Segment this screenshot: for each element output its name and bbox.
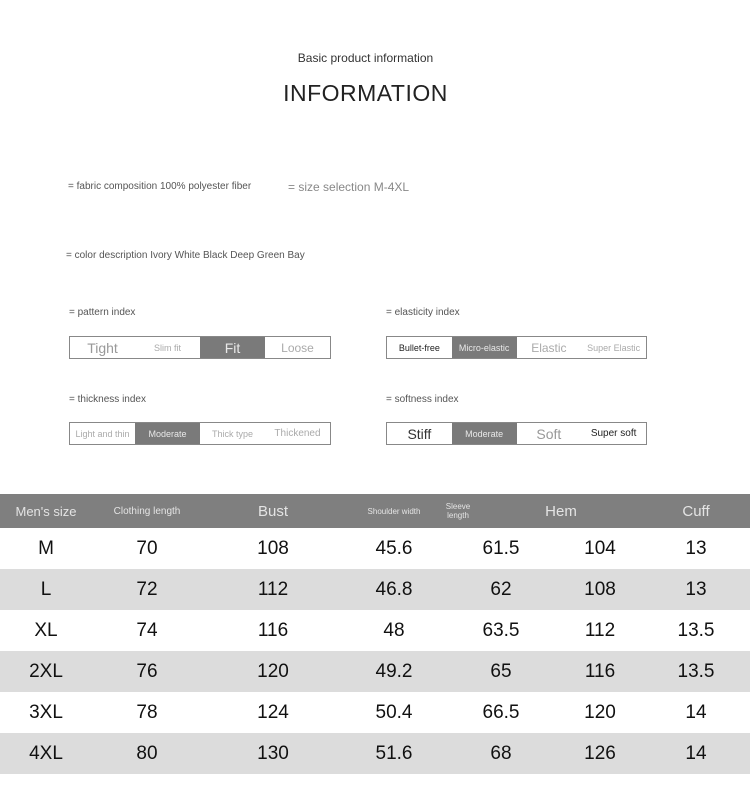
- header-mens-size: Men's size: [15, 503, 77, 519]
- cell-hem: 120: [584, 701, 616, 723]
- cell-clothing-length: 80: [136, 742, 158, 764]
- cell-clothing-length: 74: [136, 619, 158, 641]
- cell-sleeve-length: 63.5: [482, 619, 520, 641]
- elasticity-option-elastic: Elastic: [531, 340, 567, 355]
- cell-cuff: 13.5: [677, 619, 715, 641]
- pattern-index-scale: [69, 336, 331, 359]
- cell-sleeve-length: 65: [490, 660, 512, 682]
- cell-hem: 126: [584, 742, 616, 764]
- header-clothing-length: Clothing length: [113, 505, 181, 517]
- color-description: = color description Ivory White Black Deep Green Bay: [66, 250, 305, 261]
- size-table-body: [0, 528, 750, 774]
- size-table: [0, 494, 750, 774]
- cell-size: 2XL: [29, 660, 63, 682]
- thickness-option-thick-type: Thick type: [211, 428, 253, 439]
- table-row: [0, 569, 750, 610]
- cell-sleeve-length: 61.5: [482, 537, 520, 559]
- page-title: INFORMATION: [283, 80, 448, 106]
- cell-shoulder-width: 45.6: [375, 537, 413, 559]
- cell-bust: 130: [257, 742, 289, 764]
- pattern-option-slim-fit: Slim fit: [154, 342, 181, 353]
- pattern-option-fit: Fit: [200, 337, 265, 358]
- cell-cuff: 13: [685, 578, 707, 600]
- header-bust: Bust: [257, 502, 288, 520]
- table-row: [0, 610, 750, 651]
- cell-sleeve-length: 68: [490, 742, 512, 764]
- elasticity-index-scale: [386, 336, 647, 359]
- page-subtitle: Basic product information: [297, 51, 434, 65]
- header-sleeve-length: Sleeve length: [445, 502, 471, 520]
- cell-cuff: 14: [685, 742, 707, 764]
- thickness-index-scale: [69, 422, 331, 445]
- cell-clothing-length: 72: [136, 578, 158, 600]
- header-hem: Hem: [545, 502, 577, 520]
- cell-hem: 104: [584, 537, 616, 559]
- cell-bust: 112: [257, 578, 289, 600]
- cell-shoulder-width: 51.6: [375, 742, 413, 764]
- cell-size: 3XL: [29, 701, 63, 723]
- size-selection: = size selection M-4XL: [288, 180, 410, 194]
- softness-index-scale: [386, 422, 647, 445]
- thickness-option-moderate: Moderate: [135, 423, 200, 444]
- softness-option-super-soft: Super soft: [590, 428, 637, 439]
- pattern-option-loose: Loose: [281, 340, 314, 355]
- cell-hem: 108: [584, 578, 616, 600]
- cell-shoulder-width: 48: [383, 619, 405, 641]
- cell-shoulder-width: 49.2: [375, 660, 413, 682]
- softness-option-moderate: Moderate: [452, 423, 517, 444]
- cell-bust: 116: [257, 619, 289, 641]
- cell-clothing-length: 78: [136, 701, 158, 723]
- cell-shoulder-width: 46.8: [375, 578, 413, 600]
- cell-hem: 112: [584, 619, 616, 641]
- cell-cuff: 14: [685, 701, 707, 723]
- cell-shoulder-width: 50.4: [375, 701, 413, 723]
- thickness-option-thickened: Thickened: [274, 428, 321, 439]
- cell-sleeve-length: 66.5: [482, 701, 520, 723]
- elasticity-option-micro-elastic: Micro-elastic: [452, 337, 517, 358]
- elasticity-index-label: = elasticity index: [386, 307, 460, 318]
- softness-index-label: = softness index: [386, 394, 459, 405]
- softness-option-stiff: Stiff: [407, 425, 432, 442]
- cell-size: 4XL: [29, 742, 63, 764]
- cell-size: L: [40, 578, 52, 600]
- cell-bust: 120: [257, 660, 289, 682]
- cell-clothing-length: 70: [136, 537, 158, 559]
- table-row: [0, 692, 750, 733]
- cell-size: XL: [34, 619, 58, 641]
- table-row: [0, 651, 750, 692]
- table-row: [0, 733, 750, 774]
- cell-bust: 124: [257, 701, 289, 723]
- cell-size: M: [38, 537, 54, 559]
- fabric-composition: = fabric composition 100% polyester fiber: [68, 181, 252, 192]
- cell-sleeve-length: 62: [490, 578, 512, 600]
- cell-cuff: 13.5: [677, 660, 715, 682]
- elasticity-option-super-elastic: Super Elastic: [587, 342, 641, 353]
- pattern-option-tight: Tight: [87, 339, 118, 356]
- cell-cuff: 13: [685, 537, 707, 559]
- cell-bust: 108: [257, 537, 289, 559]
- cell-hem: 116: [584, 660, 616, 682]
- softness-option-soft: Soft: [536, 425, 562, 442]
- header-shoulder-width: Shoulder width: [367, 506, 421, 516]
- cell-clothing-length: 76: [136, 660, 158, 682]
- elasticity-option-bullet-free: Bullet-free: [398, 342, 440, 353]
- thickness-index-label: = thickness index: [69, 394, 146, 405]
- thickness-option-light-and-thin: Light and thin: [75, 428, 130, 439]
- header-cuff: Cuff: [682, 502, 710, 520]
- pattern-index-label: = pattern index: [69, 307, 136, 318]
- size-table-header: [0, 494, 750, 528]
- table-row: [0, 528, 750, 569]
